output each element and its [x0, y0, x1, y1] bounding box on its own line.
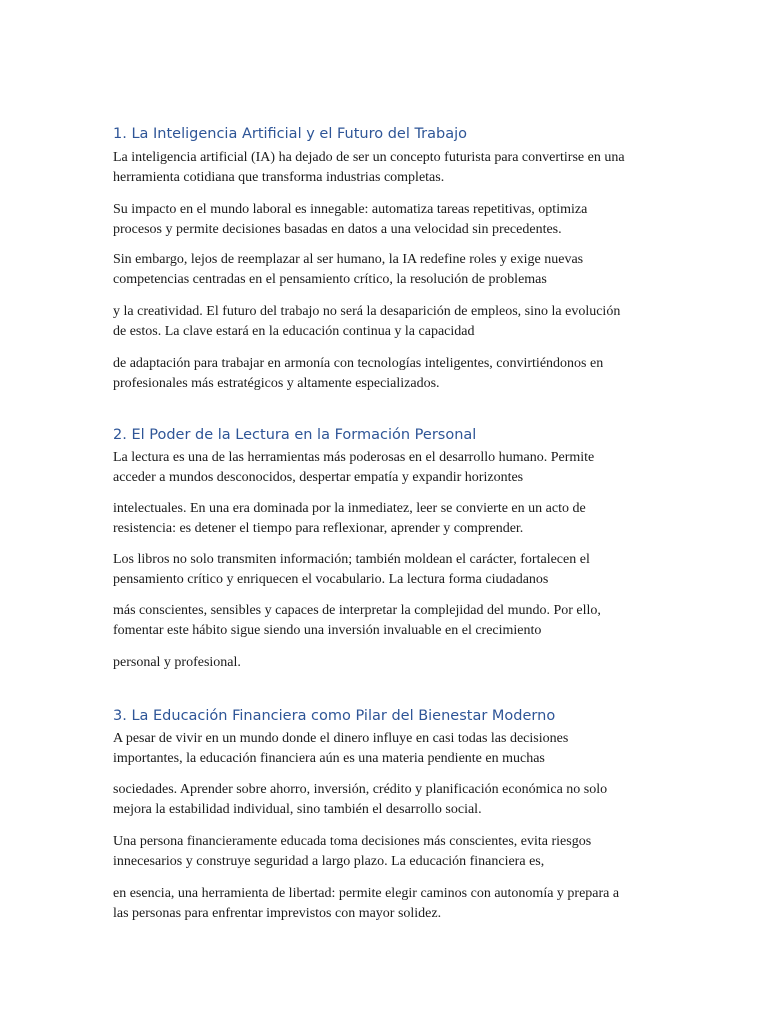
section-2-heading: 2. El Poder de la Lectura en la Formación Personal	[113, 427, 477, 443]
text-line: acceder a mundos desconocidos, despertar empatía y expandir horizontes	[113, 470, 524, 485]
section-2-paragraph-3	[113, 550, 673, 590]
text-line: más conscientes, sensibles y capaces de interpretar la complejidad del mundo. Por ello,	[113, 603, 601, 618]
text-line: competencias centradas en el pensamiento crítico, la resolución de problemas	[113, 272, 547, 287]
section-1-paragraph-4	[113, 302, 673, 342]
section-1-heading: 1. La Inteligencia Artificial y el Futuro del Trabajo	[113, 126, 468, 142]
text-line: fomentar este hábito sigue siendo una inversión invaluable en el crecimiento	[113, 623, 542, 638]
text-line: innecesarios y construye seguridad a largo plazo. La educación financiera es,	[113, 854, 545, 869]
text-line: Una persona financieramente educada toma decisiones más conscientes, evita riesgos	[113, 834, 592, 849]
text-line: Su impacto en el mundo laboral es innegable: automatiza tareas repetitivas, optimiza	[113, 202, 588, 217]
section-1-paragraph-3	[113, 250, 673, 290]
text-line: las personas para enfrentar imprevistos con mayor solidez.	[113, 906, 442, 921]
section-2-paragraph-1	[113, 448, 673, 488]
text-line: Sin embargo, lejos de reemplazar al ser humano, la IA redefine roles y exige nuevas	[113, 252, 584, 267]
text-line: herramienta cotidiana que transforma industrias completas.	[113, 170, 445, 185]
text-line: profesionales más estratégicos y altamente especializados.	[113, 376, 440, 391]
section-3-paragraph-4	[113, 884, 673, 924]
section-2-paragraph-2	[113, 499, 673, 539]
text-line: La lectura es una de las herramientas más poderosas en el desarrollo humano. Permite	[113, 450, 595, 465]
text-line: en esencia, una herramienta de libertad: permite elegir caminos con autonomía y prepara a	[113, 886, 620, 901]
text-line: A pesar de vivir en un mundo donde el dinero influye en casi todas las decisiones	[113, 731, 569, 746]
text-line: de estos. La clave estará en la educación continua y la capacidad	[113, 324, 475, 339]
text-line: sociedades. Aprender sobre ahorro, inversión, crédito y planificación económica no solo	[113, 782, 608, 797]
text-line: de adaptación para trabajar en armonía con tecnologías inteligentes, convirtiéndonos en	[113, 356, 604, 371]
section-1-paragraph-2	[113, 200, 673, 240]
section-3-heading: 3. La Educación Financiera como Pilar del Bienestar Moderno	[113, 708, 556, 724]
text-line: personal y profesional.	[113, 655, 241, 670]
text-line: procesos y permite decisiones basadas en datos a una velocidad sin precedentes.	[113, 222, 562, 237]
text-line: y la creatividad. El futuro del trabajo no será la desaparición de empleos, sino la evolución	[113, 304, 621, 319]
text-line: pensamiento crítico y enriquecen el vocabulario. La lectura forma ciudadanos	[113, 572, 549, 587]
text-line: Los libros no solo transmiten información; también moldean el carácter, fortalecen el	[113, 552, 590, 567]
section-3-paragraph-1	[113, 729, 673, 769]
text-line: mejora la estabilidad individual, sino también el desarrollo social.	[113, 802, 482, 817]
section-1-paragraph-5	[113, 354, 673, 394]
text-line: resistencia: es detener el tiempo para reflexionar, aprender y comprender.	[113, 521, 524, 536]
text-line: intelectuales. En una era dominada por la inmediatez, leer se convierte en un acto de	[113, 501, 586, 516]
section-1-paragraph-1	[113, 148, 673, 188]
section-3-paragraph-3	[113, 832, 673, 872]
section-3-paragraph-2	[113, 780, 673, 820]
text-line: La inteligencia artificial (IA) ha dejado de ser un concepto futurista para convertirse en una	[113, 150, 625, 165]
section-2-paragraph-4	[113, 601, 673, 641]
text-line: importantes, la educación financiera aún es una materia pendiente en muchas	[113, 751, 545, 766]
section-2-paragraph-5	[113, 653, 673, 673]
